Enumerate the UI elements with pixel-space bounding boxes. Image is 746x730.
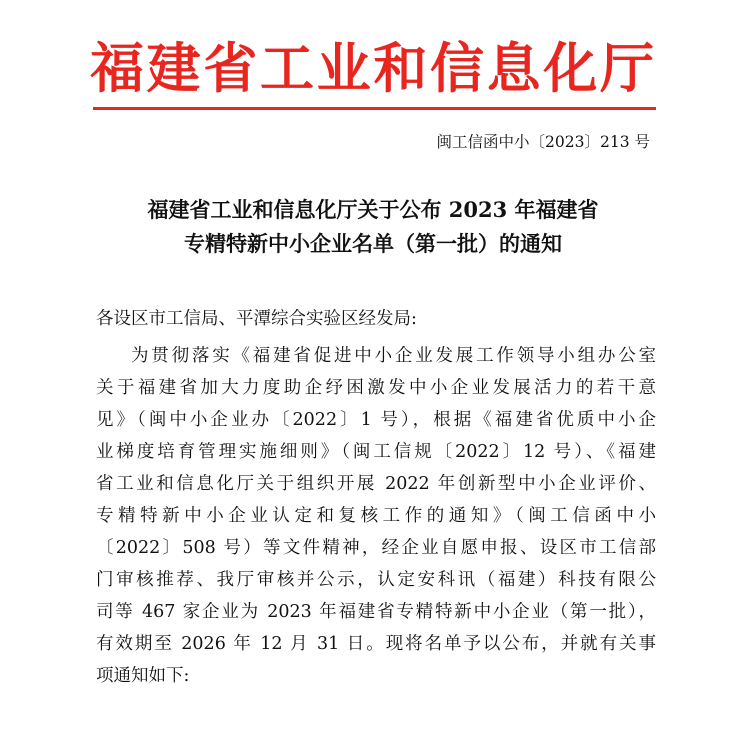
body-line: 门审核推荐、我厅审核并公示，认定安科讯（福建）科技有限公 xyxy=(96,570,656,590)
addressee: 各设区市工信局、平潭综合实验区经发局: xyxy=(96,309,417,329)
notice-title-line-1: 福建省工业和信息化厅关于公布 2023 年福建省 xyxy=(147,197,599,222)
notice-title xyxy=(90,193,656,261)
body-line: 有效期至 2026 年 12 月 31 日。现将名单予以公布，并就有关事 xyxy=(96,634,656,654)
body-line: 关于福建省加大力度助企纾困激发中小企业发展活力的若干意 xyxy=(96,378,656,398)
body-line: 见》（闽中小企业办〔2022〕1 号），根据《福建省优质中小企 xyxy=(96,410,656,430)
body-line: 专精特新中小企业认定和复核工作的通知》（闽工信函中小 xyxy=(96,506,656,526)
issuing-authority-title: 福建省工业和信息化厅 xyxy=(90,37,656,100)
document-number: 闽工信函中小〔2023〕213 号 xyxy=(436,133,650,151)
body-line: 项通知如下: xyxy=(96,666,190,686)
body-line: 业梯度培育管理实施细则》（闽工信规〔2022〕12 号）、《福建 xyxy=(96,442,656,462)
body-paragraph xyxy=(96,340,656,692)
red-header-rule xyxy=(93,107,656,110)
body-line: 司等 467 家企业为 2023 年福建省专精特新中小企业（第一批）， xyxy=(96,602,656,622)
body-line: 省工业和信息化厅关于组织开展 2022 年创新型中小企业评价、 xyxy=(96,474,656,494)
body-line: 为贯彻落实《福建省促进中小企业发展工作领导小组办公室 xyxy=(131,346,656,366)
body-line: 〔2022〕508 号）等文件精神，经企业自愿申报、设区市工信部 xyxy=(96,538,656,558)
notice-title-line-2: 专精特新中小企业名单（第一批）的通知 xyxy=(184,231,562,256)
